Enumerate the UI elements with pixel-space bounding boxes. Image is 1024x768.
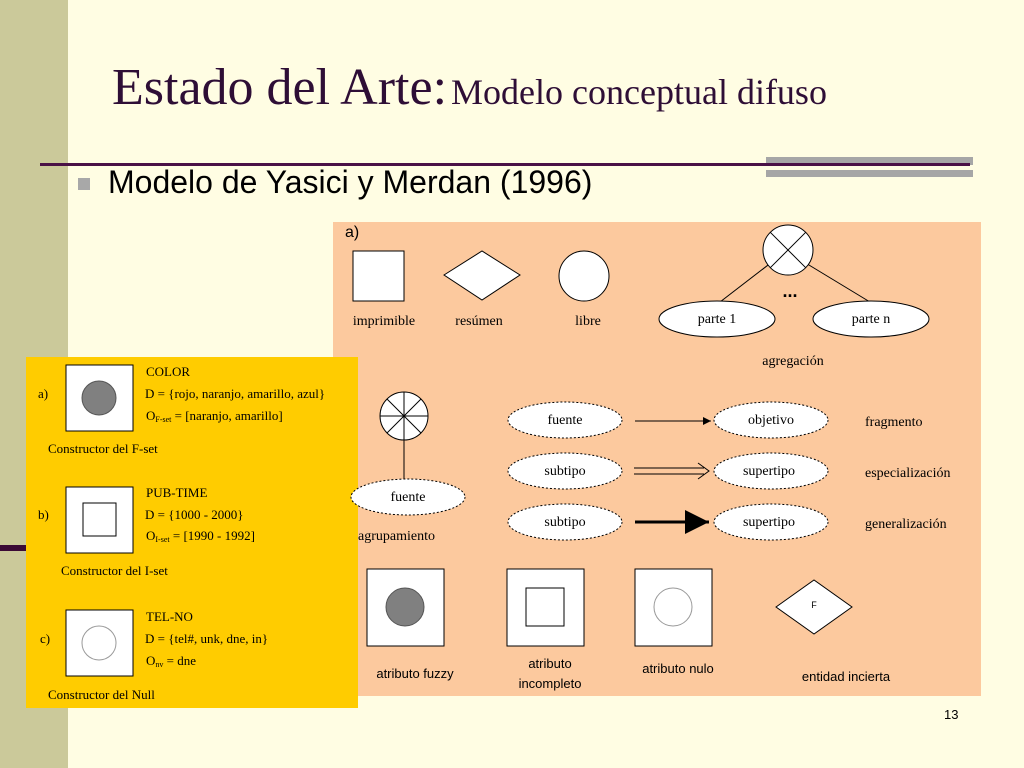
generalization-right-label: supertipo [742,515,796,530]
libre-circle [559,251,609,301]
aggregation-link-left [720,262,772,302]
constructor-c-circle [82,626,116,660]
aggregation-ellipsis: ... [782,281,798,301]
uncertain-entity-mark: F [811,600,817,610]
title-sub: Modelo conceptual difuso [451,72,827,112]
imprimible-label: imprimible [352,314,416,329]
resumen-diamond [444,251,520,300]
generalization-caption: generalización [865,517,947,532]
constructor-b-set: $O_{I-set} = [1990 - 1992]$ [146,528,255,544]
part1-label: parte 1 [697,312,737,327]
constructor-b-letter: b) [38,507,49,522]
uncertain-entity-label: entidad incierta [801,669,891,684]
constructor-c-set: $O_{nv}$ = dne [146,653,196,669]
imprimible-square [353,251,404,301]
fragment-left-label: fuente [547,413,583,428]
constructor-a-caption: Constructor del F-set [48,441,158,456]
libre-label: libre [575,314,601,329]
bullet-text: Modelo de Yasici y Merdan (1996) [108,164,593,200]
generalization-left-label: subtipo [544,515,586,530]
fragment-right-label: objetivo [748,413,794,428]
specialization-arrow [698,463,709,479]
fuzzy-attr-label: atributo fuzzy [376,666,454,681]
fragment-caption: fragmento [865,415,923,430]
fuzzy-attr-dot [386,588,424,626]
constructor-c-name: TEL-NO [146,609,193,624]
incomplete-attr-inner [526,588,564,626]
grouping-caption: agrupamiento [358,529,435,544]
null-attr-label: atributo nulo [642,661,714,676]
aggregation-caption: agregación [762,354,824,369]
constructor-c-letter: c) [40,631,51,646]
incomplete-attr-label-line1: atributo [528,656,572,671]
specialization-caption: especialización [865,466,951,481]
resumen-label: resúmen [455,314,503,329]
constructor-a-name: COLOR [146,364,191,379]
constructor-c-domain: D = {tel#, unk, dne, in} [145,631,269,646]
constructor-b-caption: Constructor del I-set [61,563,168,578]
partn-label: parte n [851,312,891,327]
diagram-label: a) [345,224,360,241]
null-attr-circle [654,588,692,626]
specialization-left-label: subtipo [544,464,586,479]
title-main: Estado del Arte: [112,59,448,116]
page-number: 13 [944,707,959,722]
constructor-a-dot [82,381,116,415]
constructor-a-domain: D = {rojo, naranjo, amarillo, azul} [145,386,326,401]
aggregation-link-right [804,262,870,302]
constructor-b-inner [83,503,116,536]
specialization-right-label: supertipo [742,464,796,479]
constructor-a-set: $O_{F-set}$ = [naranjo, amarillo] [146,408,283,424]
constructor-a-letter: a) [38,386,49,401]
incomplete-attr-label-line2: incompleto [518,676,582,691]
constructor-b-domain: D = {1000 - 2000} [145,507,244,522]
grouping-fuente-label: fuente [390,490,426,505]
constructor-b-name: PUB-TIME [146,485,208,500]
constructor-c-caption: Constructor del Null [48,687,155,702]
